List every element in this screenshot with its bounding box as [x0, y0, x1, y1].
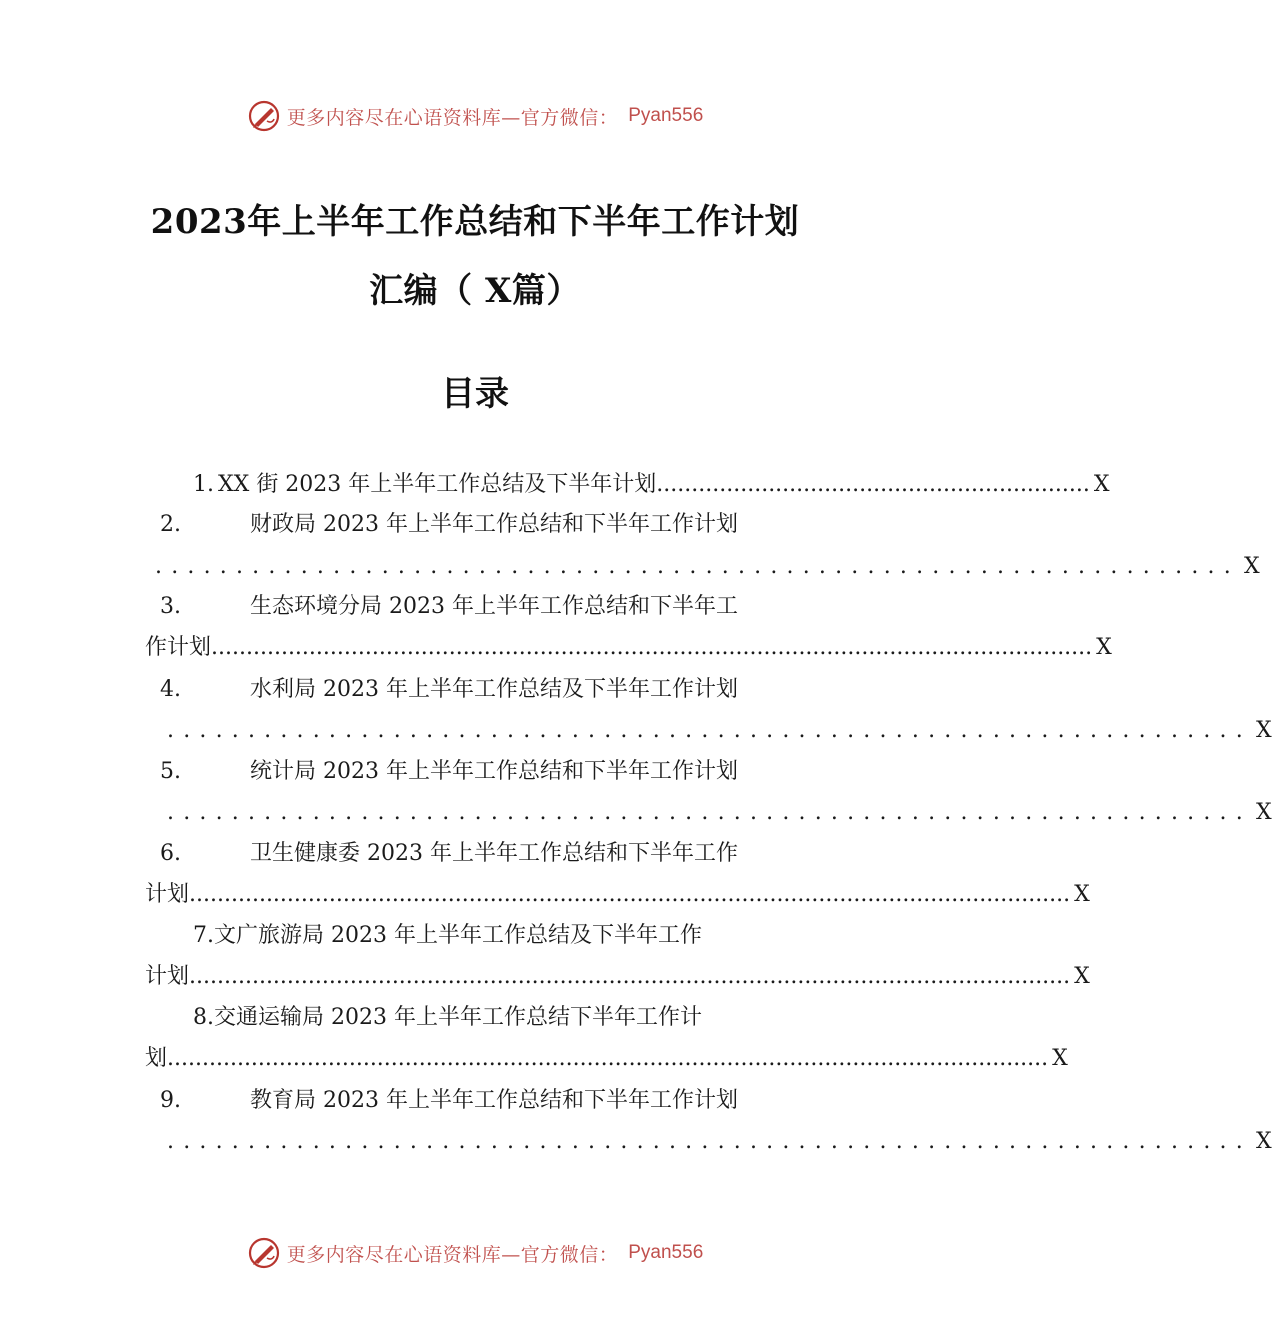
toc-item-page: X — [1243, 554, 1260, 579]
toc-item-title-cont: 计划 — [145, 882, 190, 907]
toc-leader-dots: ................................................................... — [155, 554, 1240, 579]
toc-item-title-cont: 计划 — [145, 964, 190, 989]
toc-item-page: X — [1255, 718, 1272, 743]
pen-logo-icon — [247, 99, 281, 133]
toc-item-8-cont — [145, 1044, 1068, 1074]
toc-item-number: 5. — [160, 759, 181, 784]
toc-item-page: X — [1093, 472, 1110, 497]
toc-item-title: 交通运输局 2023 年上半年工作总结下半年工作计 — [214, 1005, 702, 1030]
toc-item-page: X — [1052, 1046, 1068, 1071]
toc-item-title: 卫生健康委 2023 年上半年工作总结和下半年工作 — [250, 841, 738, 866]
toc-item-9-leader — [167, 1127, 1272, 1157]
toc-item-7[interactable] — [193, 921, 793, 951]
toc-item-5-leader — [167, 798, 1272, 828]
footer-banner — [0, 1233, 950, 1273]
toc-item-page: X — [1255, 800, 1272, 825]
toc-item-title: XX 街 2023 年上半年工作总结及下半年计划 — [218, 472, 657, 497]
toc-item-3-cont — [145, 633, 1112, 663]
toc-item-title: 财政局 2023 年上半年工作总结和下半年工作计划 — [250, 512, 738, 537]
toc-item-title-cont: 作计划 — [145, 635, 212, 660]
toc-item-number: 9. — [160, 1088, 181, 1113]
toc-leader-dots: .............................................................................................................................. — [189, 882, 1071, 907]
toc-item-2-leader — [155, 552, 1260, 582]
header-banner — [0, 96, 950, 136]
toc-item-title: 教育局 2023 年上半年工作总结和下半年工作计划 — [250, 1088, 738, 1113]
toc-item-number: 8. — [193, 1005, 214, 1030]
toc-item-7-cont — [145, 962, 1090, 992]
toc-item-6-cont — [145, 880, 1090, 910]
toc-item-8[interactable] — [193, 1003, 793, 1033]
banner-text: 更多内容尽在心语资料库—官方微信： — [286, 1243, 619, 1266]
toc-item-1[interactable] — [193, 470, 1110, 500]
toc-leader-dots: ................................................................... — [167, 718, 1252, 743]
toc-item-page: X — [1074, 964, 1090, 989]
pen-logo-icon — [247, 1236, 281, 1270]
toc-item-title-cont: 划 — [145, 1046, 168, 1071]
banner-wechat-id: Pyan556 — [628, 105, 704, 126]
toc-leader-dots: .............................................................................................................................. — [211, 635, 1093, 660]
toc-item-4-leader — [167, 716, 1272, 746]
banner-text: 更多内容尽在心语资料库—官方微信： — [286, 106, 619, 129]
toc-item-number: 4. — [160, 677, 181, 702]
toc-item-page: X — [1255, 1129, 1272, 1154]
toc-leader-dots: ................................................................... — [167, 1129, 1252, 1154]
toc-leader-dots: .............................................................................................................................. — [189, 964, 1071, 989]
toc-item-page: X — [1096, 635, 1112, 660]
toc-heading: 目录 — [441, 374, 509, 414]
toc-item-5[interactable] — [160, 757, 807, 787]
toc-item-number: 1. — [193, 472, 214, 497]
toc-item-page: X — [1074, 882, 1090, 907]
banner-wechat-id: Pyan556 — [628, 1242, 704, 1263]
toc-item-title: 文广旅游局 2023 年上半年工作总结及下半年工作 — [214, 923, 702, 948]
document-title-line2: 汇编（ X篇） — [369, 271, 581, 311]
toc-item-title: 生态环境分局 2023 年上半年工作总结和下半年工 — [250, 594, 738, 619]
toc-item-title: 水利局 2023 年上半年工作总结及下半年工作计划 — [250, 677, 738, 702]
toc-item-4[interactable] — [160, 675, 807, 705]
toc-item-title: 统计局 2023 年上半年工作总结和下半年工作计划 — [250, 759, 738, 784]
toc-item-2[interactable] — [160, 510, 807, 540]
toc-item-number: 3. — [160, 594, 181, 619]
toc-item-3[interactable] — [160, 592, 807, 622]
toc-leader-dots: .............................................................................................................................. — [167, 1046, 1049, 1071]
document-title-line1: 2023年上半年工作总结和下半年工作计划 — [150, 202, 800, 242]
toc-leader-dots: .............................................................. — [656, 472, 1090, 497]
toc-item-number: 7. — [193, 923, 214, 948]
toc-item-number: 2. — [160, 512, 181, 537]
toc-item-number: 6. — [160, 841, 181, 866]
toc-item-9[interactable] — [160, 1086, 807, 1116]
toc-item-6[interactable] — [160, 839, 807, 869]
toc-leader-dots: ................................................................... — [167, 800, 1252, 825]
